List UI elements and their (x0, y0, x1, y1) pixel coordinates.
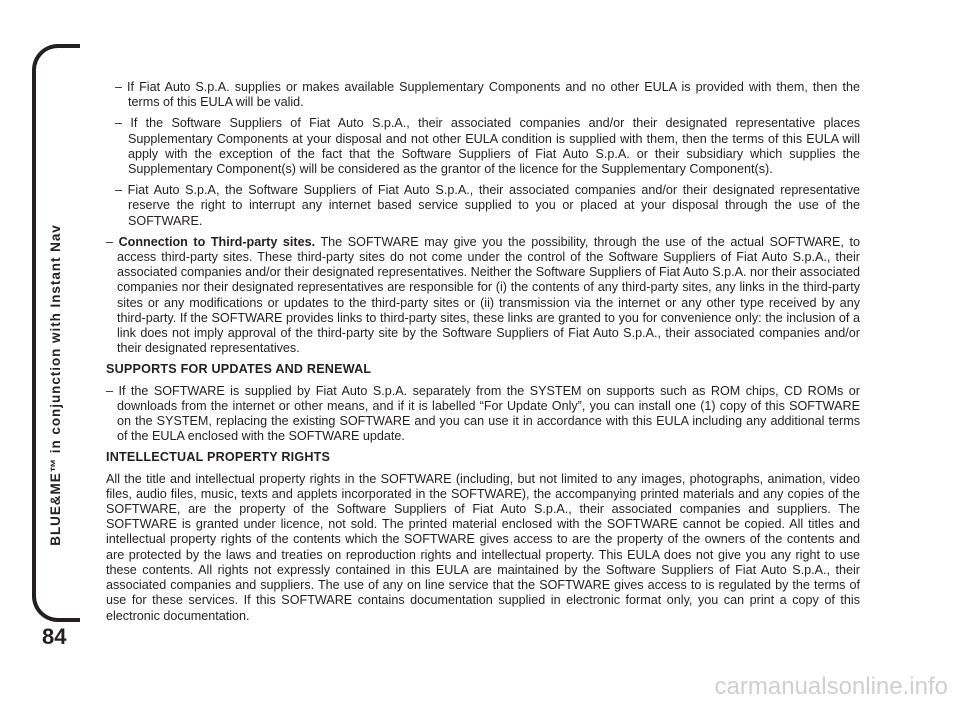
sub-item-supplementary-suppliers: – If the Software Suppliers of Fiat Auto S.p.A., their associated companies and/or their designated representative places Supplementary Components at your disposal and not other EULA condition is supplied with them, then the terms of this EULA will apply with the exception of the fact that the Software Suppliers of Fiat Auto S.p.A. or their subsidiary which supplies the Supplementary Component(s) will be considered as the grantor of the licence for the Supplementary Component(s). (115, 116, 860, 177)
page-content (106, 80, 860, 624)
supports-paragraph: – If the SOFTWARE is supplied by Fiat Auto S.p.A. separately from the SYSTEM on supports such as ROM chips, CD ROMs or downloads from the internet or other means, and if it is labelled “For Update Only”, you can install one (1) copy of this SOFTWARE on the SYSTEM, replacing the existing SOFTWARE and you can use it in accordance with this EULA including any additional terms of the EULA enclosed with the SOFTWARE update. (106, 383, 860, 444)
page-number: 84 (42, 624, 67, 649)
ip-rights-heading: INTELLECTUAL PROPERTY RIGHTS (106, 450, 331, 465)
third-party-dash: – (106, 234, 119, 249)
side-title: BLUE&ME™ in conjunction with Instant Nav (48, 224, 63, 546)
sub-item-supplementary-fiat: – If Fiat Auto S.p.A. supplies or makes available Supplementary Components and no other EULA is provided with them, then the terms of this EULA will be valid. (115, 80, 860, 110)
third-party-paragraph (106, 235, 860, 357)
third-party-text: The SOFTWARE may give you the possibility, through the use of the actual SOFTWARE, to access third-party sites. These third-party sites do not come under the control of the Software Suppliers of Fiat Auto S.p.A., their associated companies and/or their designated representatives. Neither the Software Suppliers of Fiat Auto S.p.A. nor their associated companies nor their designated representatives are responsible for (i) the contents of any third-party sites, any links in the third-party sites or any modifications or updates to the third-party sites or (ii) transmission via the internet or any other type received by any third-party. If the SOFTWARE provides links to third-party sites, these links are granted to you for convenience only: the inclusion of a link does not imply approval of the third-party site by the Software Suppliers of Fiat Auto S.p.A., their associated companies and/or their designated representatives. (117, 234, 860, 356)
watermark-footer: carmanualsonline.info (714, 673, 948, 700)
supports-heading: SUPPORTS FOR UPDATES AND RENEWAL (106, 362, 372, 377)
ip-rights-paragraph: All the title and intellectual property rights in the SOFTWARE (including, but not limited to any images, photographs, animation, video files, audio files, music, texts and applets incorporated in the SOFTWARE), the accompanying printed materials and any copies of the SOFTWARE, are the property of the Software Suppliers of Fiat Auto S.p.A., their associated companies and suppliers. The SOFTWARE is granted under licence, not sold. The printed material enclosed with the SOFTWARE cannot be copied. All titles and intellectual property rights of the contents which the SOFTWARE gives access to are the property of the owners of the contents and are protected by the laws and treaties on reproduction rights and intellectual property. This EULA does not give you any right to use these contents. All rights not expressly contained in this EULA are maintained by the Software Suppliers of Fiat Auto S.p.A., their associated companies and suppliers. The use of any on line service that the SOFTWARE gives access to is regulated by the terms of use for these services. If this SOFTWARE contains documentation supplied in electronic format only, you can print a copy of this electronic documentation. (106, 471, 860, 623)
third-party-title: Connection to Third-party sites. (118, 234, 316, 249)
sub-item-interrupt-service: – Fiat Auto S.p.A, the Software Suppliers of Fiat Auto S.p.A., their associated companies and/or their designated representative reserve the right to interrupt any internet based service supplied to you or placed at your disposal through the use of the SOFTWARE. (115, 183, 860, 228)
